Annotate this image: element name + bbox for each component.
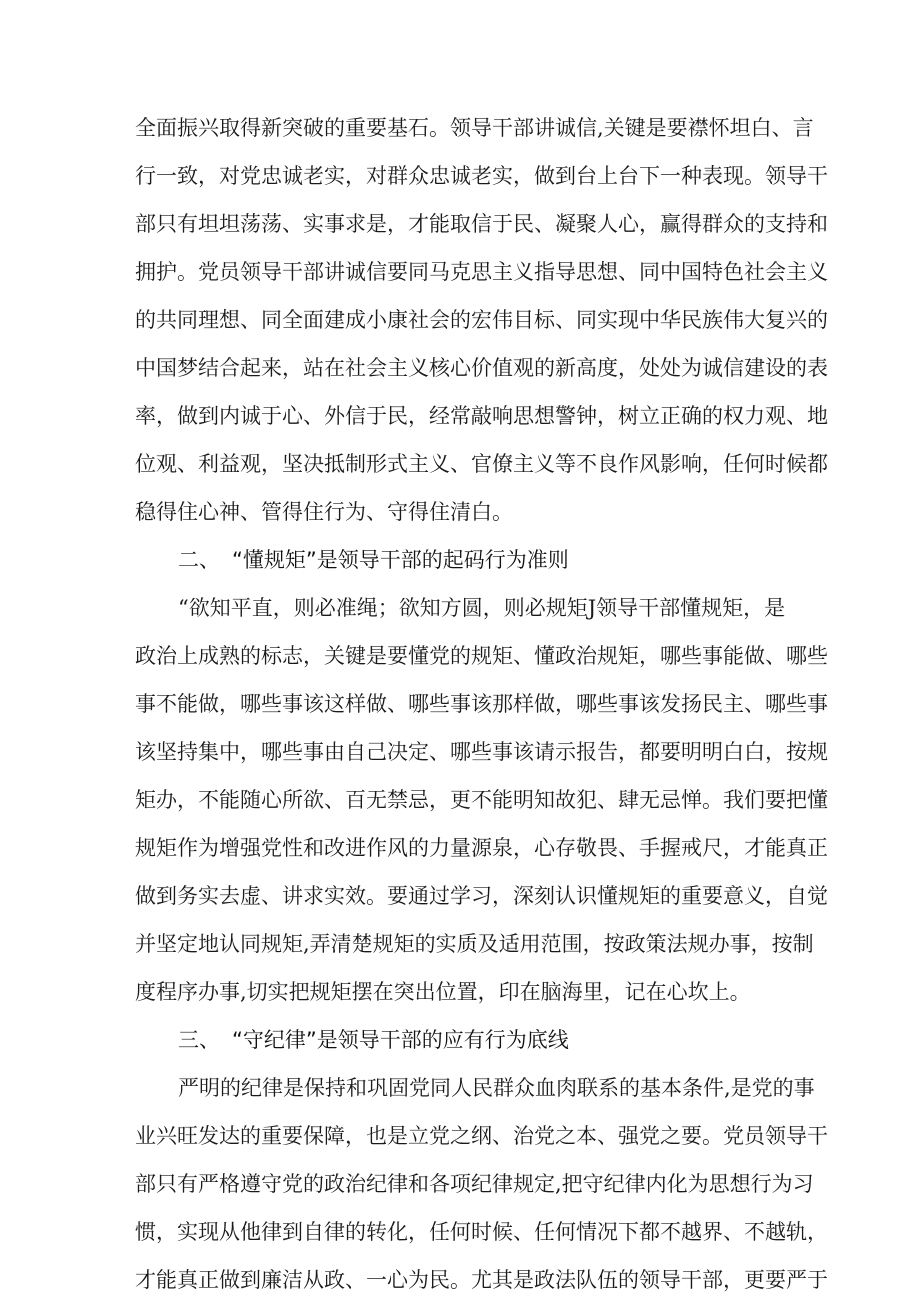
paragraph-line: 全面振兴取得新突破的重要基石。领导干部讲诚信,关键是要襟怀坦白、言 xyxy=(135,116,814,140)
paragraph-line: 业兴旺发达的重要保障，也是立党之纲、治党之本、强党之要。党员领导干 xyxy=(135,1124,828,1148)
paragraph-line: 部只有坦坦荡荡、实事求是，才能取信于民、凝聚人心，赢得群众的支持和 xyxy=(135,212,828,236)
paragraph-line: 才能真正做到廉洁从政、一心为民。尤其是政法队伍的领导干部，更要严于 xyxy=(135,1268,828,1292)
paragraph-line: 稳得住心神、管得住行为、守得住清白。 xyxy=(135,500,513,524)
paragraph-line: 矩办，不能随心所欲、百无禁忌，更不能明知故犯、肆无忌惮。我们要把懂 xyxy=(135,788,828,812)
paragraph-line: 并坚定地认同规矩,弄清楚规矩的实质及适用范围，按政策法规办事，按制 xyxy=(135,932,814,956)
section-number: 二、 xyxy=(178,548,220,572)
paragraph-line: 拥护。党员领导干部讲诚信要同马克思主义指导思想、同中国特色社会主义 xyxy=(135,260,828,284)
paragraph-line: 度程序办事,切实把规矩摆在突出位置，印在脑海里，记在心坎上。 xyxy=(135,980,751,1004)
paragraph-line: 做到务实去虚、讲求实效。要通过学习，深刻认识懂规矩的重要意义，自觉 xyxy=(135,884,828,908)
paragraph-line: 严明的纪律是保持和巩固党同人民群众血肉联系的基本条件,是党的事 xyxy=(178,1076,815,1100)
section-title: “懂规矩”是领导干部的起码行为准则 xyxy=(232,548,569,572)
paragraph-line: 位观、利益观，坚决抵制形式主义、官僚主义等不良作风影响，任何时候都 xyxy=(135,452,828,476)
paragraph-line: 惯，实现从他律到自律的转化，任何时候、任何情况下都不越界、不越轨， xyxy=(135,1220,828,1244)
paragraph-line: 该坚持集中，哪些事由自己决定、哪些事该请示报告，都要明明白白，按规 xyxy=(135,740,828,764)
paragraph-line: 规矩作为增强党性和改进作风的力量源泉，心存敬畏、手握戒尺，才能真正 xyxy=(135,836,828,860)
paragraph-line: 事不能做，哪些事该这样做、哪些事该那样做，哪些事该发扬民主、哪些事 xyxy=(135,692,828,716)
paragraph-line: 中国梦结合起来，站在社会主义核心价值观的新高度，处处为诚信建设的表 xyxy=(135,356,828,380)
section-number: 三、 xyxy=(178,1028,220,1052)
paragraph-line: 的共同理想、同全面建成小康社会的宏伟目标、同实现中华民族伟大复兴的 xyxy=(135,308,828,332)
paragraph-line: 行一致，对党忠诚老实，对群众忠诚老实，做到台上台下一种表现。领导干 xyxy=(135,164,828,188)
paragraph-line: 政治上成熟的标志，关键是要懂党的规矩、懂政治规矩，哪些事能做、哪些 xyxy=(135,644,828,668)
paragraph-line: 率，做到内诚于心、外信于民，经常敲响思想警钟，树立正确的权力观、地 xyxy=(135,404,828,428)
section-heading xyxy=(178,1024,569,1056)
paragraph-line: 部只有严格遵守党的政治纪律和各项纪律规定,把守纪律内化为思想行为习 xyxy=(135,1172,814,1196)
section-heading xyxy=(178,544,569,576)
paragraph-line: “欲知平直，则必准绳；欲知方圆，则必规矩J领导干部懂规矩，是 xyxy=(178,596,786,620)
section-title: “守纪律”是领导干部的应有行为底线 xyxy=(232,1028,569,1052)
